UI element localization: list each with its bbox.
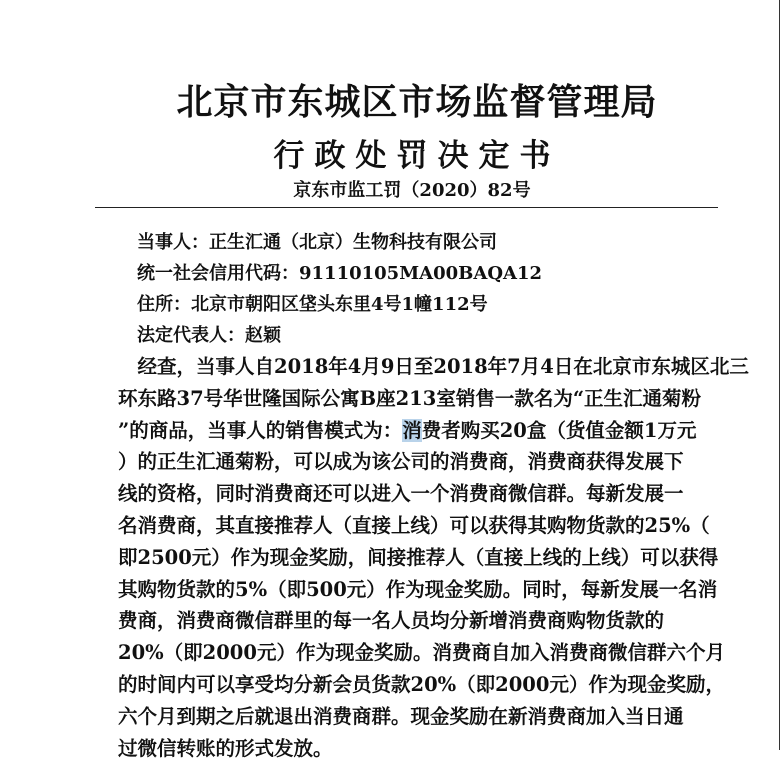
paragraph-line: 名消费商，其直接推荐人（直接上线）可以获得其购物货款的25%（	[118, 513, 710, 537]
paragraph-line: 的时间内可以享受均分新会员货款20%（即2000元）作为现金奖励，	[118, 672, 725, 696]
agency-title: 北京市东城区市场监督管理局	[176, 82, 658, 123]
paragraph-line: 其购物货款的5%（即500元）作为现金奖励。同时，每新发展一名消	[118, 577, 718, 601]
party-name: 当事人：正生汇通（北京）生物科技有限公司	[137, 232, 497, 253]
paragraph-line	[118, 415, 697, 447]
document-number: 京东市监工罚（2020）82号	[293, 180, 531, 201]
header-divider	[95, 207, 718, 208]
text-segment: 费者购买20盒（货值金额1万元	[421, 418, 697, 442]
text-selection-highlight[interactable]: 消	[402, 418, 422, 442]
legal-representative: 法定代表人：赵颖	[137, 325, 281, 346]
credit-code: 统一社会信用代码：91110105MA00BAQA12	[137, 263, 543, 284]
address: 住所：北京市朝阳区垡头东里4号1幢112号	[137, 294, 488, 315]
paragraph-line: 即2500元）作为现金奖励，间接推荐人（直接上线的上线）可以获得	[118, 545, 719, 569]
paragraph-line: 经查，当事人自2018年4月9日至2018年7月4日在北京市东城区北三	[118, 355, 749, 378]
findings-paragraph	[118, 351, 749, 764]
paragraph-line: 费商，消费商微信群里的每一名人员均分新增消费商购物货款的	[118, 609, 665, 633]
paragraph-line: 20%（即2000元）作为现金奖励。消费商自加入消费商微信群六个月	[118, 641, 725, 665]
paragraph-line: ）的正生汇通菊粉，可以成为该公司的消费商，消费商获得发展下	[118, 450, 684, 474]
paragraph-line: 六个月到期之后就退出消费商群。现金奖励在新消费商加入当日通	[118, 704, 684, 728]
paragraph-line: 过微信转账的形式发放。	[118, 736, 333, 760]
document-type-title: 行政处罚决定书	[273, 138, 561, 174]
paragraph-line: 线的资格，同时消费商还可以进入一个消费商微信群。每新发展一	[118, 482, 684, 506]
paragraph-line: 环东路37号华世隆国际公寓B座213室销售一款名为“正生汇通菊粉	[118, 386, 702, 410]
text-segment: ”的商品，当事人的销售模式为：	[118, 418, 403, 442]
